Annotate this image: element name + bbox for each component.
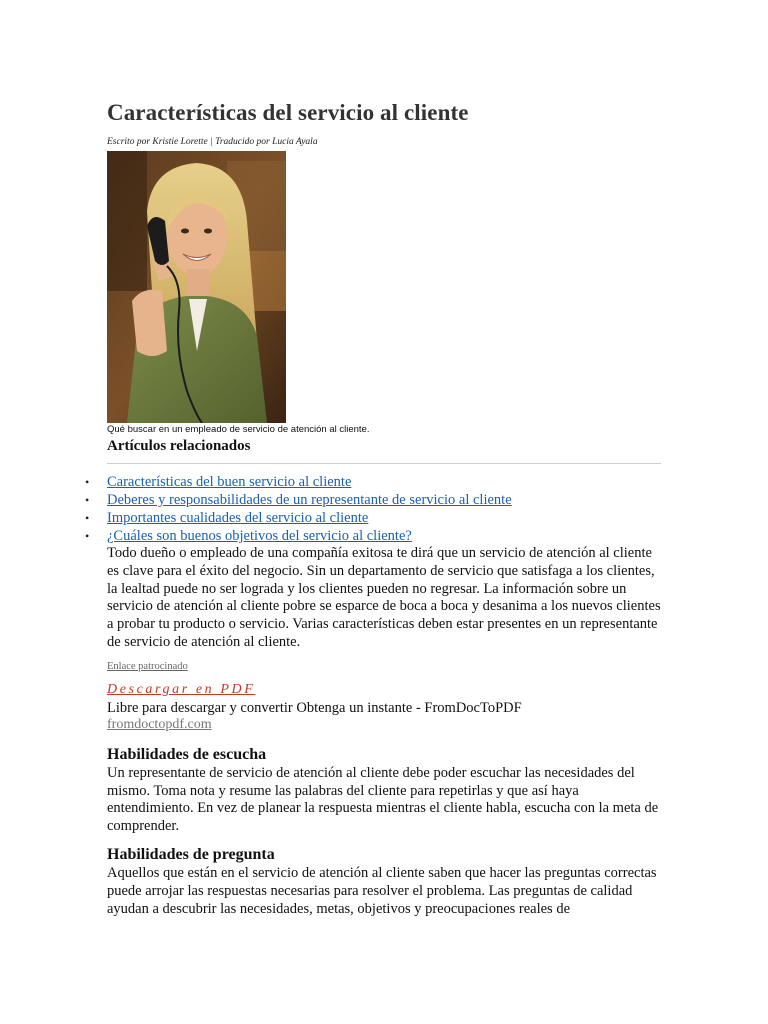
woman-on-phone-photo	[107, 151, 286, 423]
section-heading-questions: Habilidades de pregunta	[107, 845, 275, 863]
ad-title-link[interactable]: Descargar en PDF	[107, 681, 256, 697]
related-articles-list	[85, 473, 663, 545]
article-photo	[107, 151, 286, 423]
image-caption: Qué buscar en un empleado de servicio de atención al cliente.	[107, 424, 370, 435]
section-text-questions: Aquellos que están en el servicio de atención al cliente saben que hacer las preguntas correctas puede arrojar las respuestas necesarias para resolver el problema. Las preguntas de calidad ayudan a descubrir las necesidades, metas, objetivos y preocupaciones reales de	[107, 864, 657, 917]
list-item	[85, 491, 663, 509]
bullet-icon: •	[85, 475, 90, 489]
divider	[107, 463, 661, 464]
list-item	[85, 527, 663, 545]
ad-domain-link[interactable]: fromdoctopdf.com	[107, 716, 212, 732]
byline: Escrito por Kristie Lorette | Traducido por Lucia Ayala	[107, 137, 318, 147]
bullet-icon: •	[85, 493, 90, 507]
article	[85, 96, 663, 918]
bullet-icon: •	[85, 529, 90, 543]
bullet-icon: •	[85, 511, 90, 525]
related-link-2[interactable]: Deberes y responsabilidades de un representante de servicio al cliente	[107, 492, 512, 508]
list-item	[85, 509, 663, 527]
intro-paragraph: Todo dueño o empleado de una compañía exitosa te dirá que un servicio de atención al cliente es clave para el éxito del negocio. Sin un departamento de servicio que satisfaga a los clientes, la lealtad puede no ser lograda y los clientes pueden no regresar. La información sobre un servicio de atención al cliente pobre se esparce de boca a boca y desanima a los nuevos clientes a probar tu producto o servicio. Varias características deben estar presentes en un representante de servicio de atención al cliente.	[107, 545, 661, 650]
ad-text: Libre para descargar y convertir Obtenga un instante - FromDocToPDF	[107, 699, 522, 716]
related-link-3[interactable]: Importantes cualidades del servicio al cliente	[107, 510, 369, 526]
related-link-4[interactable]: ¿Cuáles son buenos objetivos del servicio al cliente?	[107, 528, 412, 544]
section-heading-listening: Habilidades de escucha	[107, 745, 267, 763]
list-item	[85, 473, 663, 491]
related-articles-heading: Artículos relacionados	[107, 438, 251, 454]
related-link-1[interactable]: Características del buen servicio al cliente	[107, 474, 352, 490]
article-title: Características del servicio al cliente	[107, 100, 469, 125]
sponsored-label[interactable]: Enlace patrocinado	[107, 660, 188, 672]
section-text-listening: Un representante de servicio de atención al cliente debe poder escuchar las necesidades del mismo. Toma nota y resume las palabras del cliente para repetirlas y que así haya entendimiento. En vez de planear la respuesta mientras el cliente habla, escucha con la meta de comprender.	[107, 764, 659, 835]
